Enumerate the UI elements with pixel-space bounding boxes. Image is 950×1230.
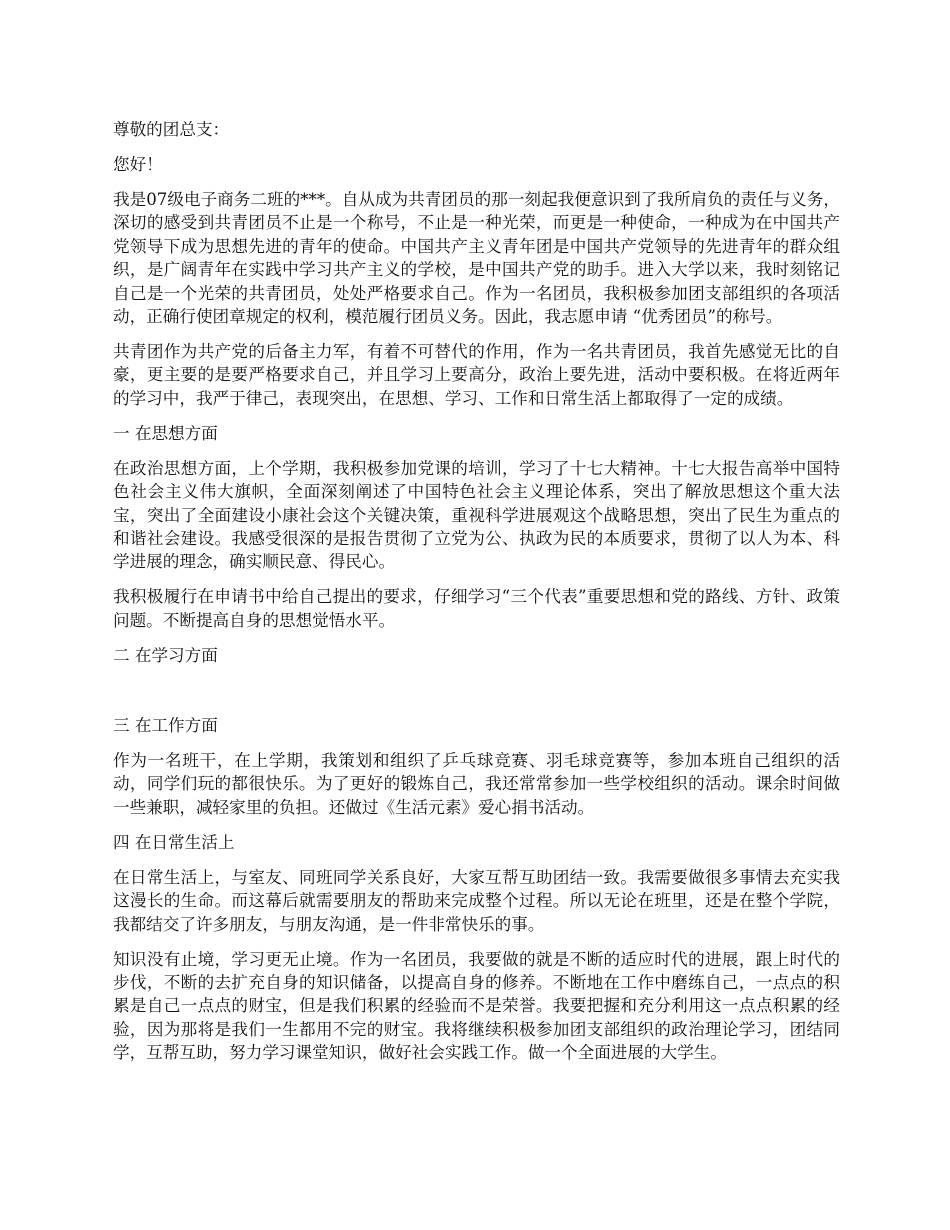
section-heading-study: 二 在学习方面 (113, 645, 218, 665)
thought-paragraph-2: 我积极履行在申请书中给自己提出的要求，仔细学习“三个代表”重要思想和党的路线、方针、政策问题。不断提高自身的思想觉悟水平。 (113, 587, 840, 630)
section-heading-thought: 一 在思想方面 (113, 423, 218, 443)
empty-section-space (113, 679, 840, 714)
greeting: 您好！ (113, 155, 163, 174)
salutation: 尊敬的团总支： (113, 120, 230, 139)
section-heading-daily-life: 四 在日常生活上 (113, 832, 235, 852)
work-paragraph-1: 作为一名班干，在上学期，我策划和组织了乒乓球竞赛、羽毛球竞赛等，参加本班自己组织的活动，同学们玩的都很快乐。为了更好的锻炼自己，我还常常参加一些学校组织的活动。课余时间做一些兼职，减轻家里的负担。还做过《生活元素》爱心捐书活动。 (113, 750, 840, 817)
daily-life-paragraph-1: 在日常生活上，与室友、同班同学关系良好，大家互帮互助团结一致。我需要做很多事情去充实我这漫长的生命。而这幕后就需要朋友的帮助来完成整个过程。所以无论在班里，还是在整个学院，我都结交了许多朋友，与朋友沟通，是一件非常快乐的事。 (113, 867, 840, 934)
intro-paragraph-1: 我是07级电子商务二班的***。自从成为共青团员的那一刻起我便意识到了我所肩负的责任与义务，深切的感受到共青团员不止是一个称号，不止是一种光荣，而更是一种使命，一种成为在中国共产党领导下成为思想先进的青年的使命。中国共产主义青年团是中国共产党领导的先进青年的群众组织，是广阔青年在实践中学习共产主义的学校，是中国共产党的助手。进入大学以来，我时刻铭记自己是一个光荣的共青团员，处处严格要求自己。作为一名团员，我积极参加团支部组织的各项活动，正确行使团章规定的权利，模范履行团员义务。因此，我志愿申请 “优秀团员”的称号。 (113, 190, 840, 327)
thought-paragraph-1: 在政治思想方面，上个学期，我积极参加党课的培训，学习了十七大精神。十七大报告高举中国特色社会主义伟大旗帜，全面深刻阐述了中国特色社会主义理论体系，突出了解放思想这个重大法宝，突出了全面建设小康社会这个关键决策，重视科学进展观这个战略思想，突出了民生为重点的和谐社会建设。我感受很深的是报告贯彻了立党为公、执政为民的本质要求，贯彻了以人为本、科学进展的理念，确实顺民意、得民心。 (113, 458, 840, 572)
document-page (113, 118, 840, 1076)
intro-paragraph-2: 共青团作为共产党的后备主力军，有着不可替代的作用，作为一名共青团员，我首先感觉无比的自豪，更主要的是要严格要求自己，并且学习上要高分，政治上要先进，活动中要积极。在将近两年的学习中，我严于律己，表现突出，在思想、学习、工作和日常生活上都取得了一定的成绩。 (113, 342, 840, 408)
closing-paragraph: 知识没有止境，学习更无止境。作为一名团员，我要做的就是不断的适应时代的进展，跟上时代的步伐，不断的去扩充自身的知识储备，以提高自身的修养。不断地在工作中磨练自己，一点点的积累是自己一点点的财宝，但是我们积累的经验而不是荣誉。我要把握和充分利用这一点点积累的经验，因为那将是我们一生都用不完的财宝。我将继续积极参加团支部组织的政治理论学习，团结同学，互帮互助，努力学习课堂知识，做好社会实践工作。做一个全面进展的大学生。 (113, 949, 840, 1063)
section-heading-work: 三 在工作方面 (113, 715, 218, 735)
